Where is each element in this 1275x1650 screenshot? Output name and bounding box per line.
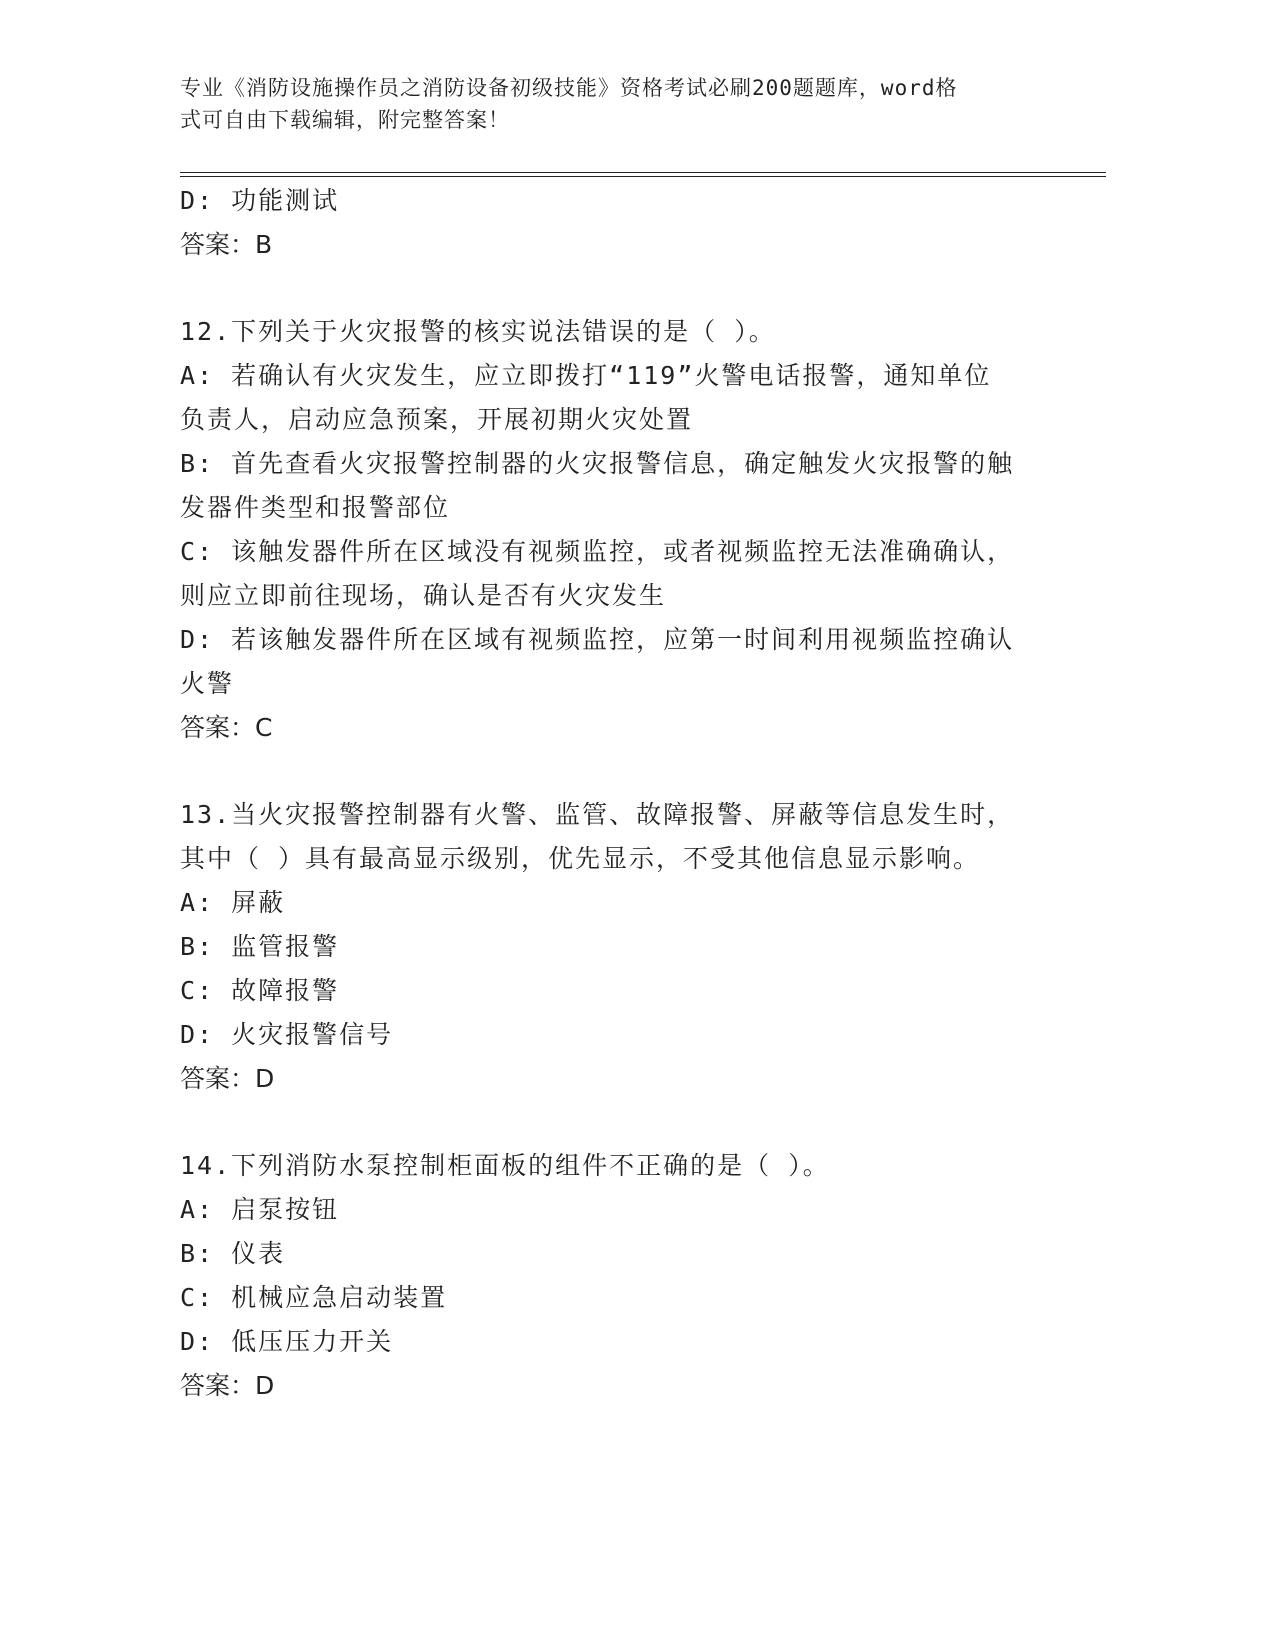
- question-stem: 12.下列关于火灾报警的核实说法错误的是（ ）。: [180, 317, 776, 346]
- question-14: [180, 1144, 1050, 1408]
- question-13: [180, 793, 1050, 1101]
- question-11-tail: [180, 179, 1050, 267]
- answer-label: 答案：D: [180, 1371, 275, 1400]
- question-stem: 14.下列消防水泵控制柜面板的组件不正确的是（ ）。: [180, 1151, 830, 1180]
- document-header: [180, 72, 1050, 136]
- question-stem: 13.当火灾报警控制器有火警、监管、故障报警、屏蔽等信息发生时，: [180, 800, 1015, 829]
- answer-label: 答案：B: [180, 230, 273, 259]
- header-divider-top: [180, 172, 1106, 173]
- option-a: A: 启泵按钮: [180, 1195, 340, 1224]
- option-b-cont: 发器件类型和报警部位: [180, 493, 451, 522]
- option-d: D: 低压压力开关: [180, 1327, 394, 1356]
- answer-label: 答案：D: [180, 1064, 275, 1093]
- option-d-cont: 火警: [180, 669, 235, 698]
- option-d: D: 功能测试: [180, 186, 340, 215]
- header-line-1: 专业《消防设施操作员之消防设备初级技能》资格考试必刷200题题库，word格: [180, 76, 958, 100]
- header-divider-bottom: [180, 176, 1106, 177]
- option-c: C: 机械应急启动装置: [180, 1283, 448, 1312]
- header-line-2: 式可自由下载编辑，附完整答案！: [180, 108, 510, 132]
- option-c-cont: 则应立即前往现场，确认是否有火灾发生: [180, 581, 667, 610]
- option-d: D: 若该触发器件所在区域有视频监控，应第一时间利用视频监控确认: [180, 625, 1015, 654]
- option-b: B: 首先查看火灾报警控制器的火灾报警信息，确定触发火灾报警的触: [180, 449, 1015, 478]
- question-stem-cont: 其中（ ）具有最高显示级别，优先显示，不受其他信息显示影响。: [180, 844, 981, 873]
- question-list: [180, 179, 1050, 1408]
- question-12: [180, 310, 1050, 750]
- option-d: D: 火灾报警信号: [180, 1020, 394, 1049]
- answer-label: 答案：C: [180, 713, 273, 742]
- option-c: C: 该触发器件所在区域没有视频监控，或者视频监控无法准确确认，: [180, 537, 1015, 566]
- option-c: C: 故障报警: [180, 976, 340, 1005]
- option-b: B: 仪表: [180, 1239, 286, 1268]
- option-a-cont: 负责人，启动应急预案，开展初期火灾处置: [180, 405, 694, 434]
- option-b: B: 监管报警: [180, 932, 340, 961]
- option-a: A: 若确认有火灾发生，应立即拨打“119”火警电话报警，通知单位: [180, 361, 992, 390]
- option-a: A: 屏蔽: [180, 888, 286, 917]
